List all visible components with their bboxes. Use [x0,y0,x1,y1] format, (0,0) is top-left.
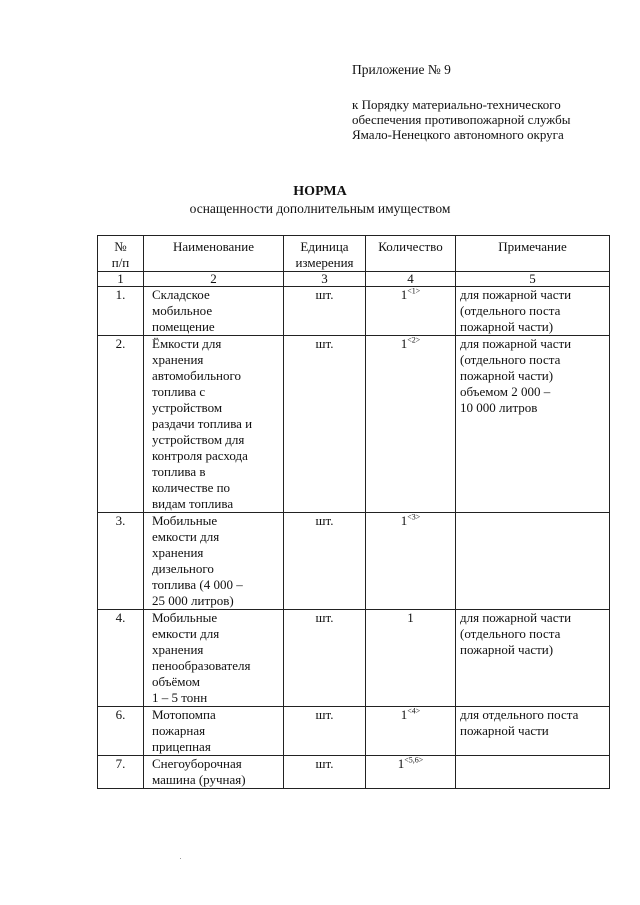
row-quantity: $1^{<2>}$ [366,336,456,513]
row-quantity: $1^{<5,6>}$ [366,756,456,789]
row-note [456,513,610,610]
row-unit: шт. [284,513,366,610]
row-note: для пожарной части (отдельного поста пожарной части) объемом 2 000 – 10 000 литров [456,336,610,513]
column-number: 5 [456,272,610,287]
footnote-ref: <5,6> [404,755,424,765]
column-number: 3 [284,272,366,287]
row-note: для отдельного поста пожарной части [456,707,610,756]
row-note: для пожарной части (отдельного поста пожарной части) [456,287,610,336]
table-row [98,336,610,513]
row-quantity: $1^{<4>}$ [366,707,456,756]
row-quantity: $1^{<3>}$ [366,513,456,610]
table-row [98,610,610,707]
table-row [98,707,610,756]
document-subtitle: оснащенности дополнительным имуществом [189,201,451,216]
appendix-line: к Порядку материально-технического [352,97,561,112]
row-note [456,756,610,789]
row-name: Ёмкости для хранения автомобильного топлива с устройством раздачи топлива и устройством для контроля расхода топлива в количестве по видам топлива [144,336,284,513]
header-num: № п/п [98,236,144,272]
row-number: 6. [98,707,144,756]
appendix-number: Приложение № 9 [352,62,451,77]
row-note: для пожарной части (отдельного поста пожарной части) [456,610,610,707]
document-title: НОРМА [293,184,347,199]
row-number: 2. [98,336,144,513]
row-number: 4. [98,610,144,707]
table-row [98,513,610,610]
row-name: Снегоуборочная машина (ручная) [144,756,284,789]
appendix-line: Ямало-Ненецкого автономного округа [352,127,564,142]
footnote-ref: <4> [407,706,421,716]
row-name: Мотопомпа пожарная прицепная [144,707,284,756]
header-qty: Количество [366,236,456,272]
column-number: 4 [366,272,456,287]
appendix-line: обеспечения противопожарной службы [352,112,571,127]
row-unit: шт. [284,610,366,707]
row-name: Мобильные емкости для хранения пенообразователя объёмом 1 – 5 тонн [144,610,284,707]
column-number: 2 [144,272,284,287]
header-unit: Единица измерения [284,236,366,272]
table-row [98,756,610,789]
row-quantity: 1 [366,610,456,707]
row-unit: шт. [284,287,366,336]
header-name: Наименование [144,236,284,272]
column-numbers-row [98,272,610,287]
footnote-ref: <1> [407,286,421,296]
row-name: Складское мобильное помещение [144,287,284,336]
norm-table [97,235,610,789]
table-row [98,287,610,336]
scan-speck [180,858,181,859]
row-unit: шт. [284,756,366,789]
row-unit: шт. [284,336,366,513]
row-name: Мобильные емкости для хранения дизельного топлива (4 000 – 25 000 литров) [144,513,284,610]
footnote-ref: <2> [407,335,421,345]
appendix-block [352,62,622,142]
row-unit: шт. [284,707,366,756]
header-row [98,236,610,272]
column-number: 1 [98,272,144,287]
header-note: Примечание [456,236,610,272]
row-number: 7. [98,756,144,789]
row-number: 1. [98,287,144,336]
row-number: 3. [98,513,144,610]
footnote-ref: <3> [407,512,421,522]
row-quantity: $1^{<1>}$ [366,287,456,336]
